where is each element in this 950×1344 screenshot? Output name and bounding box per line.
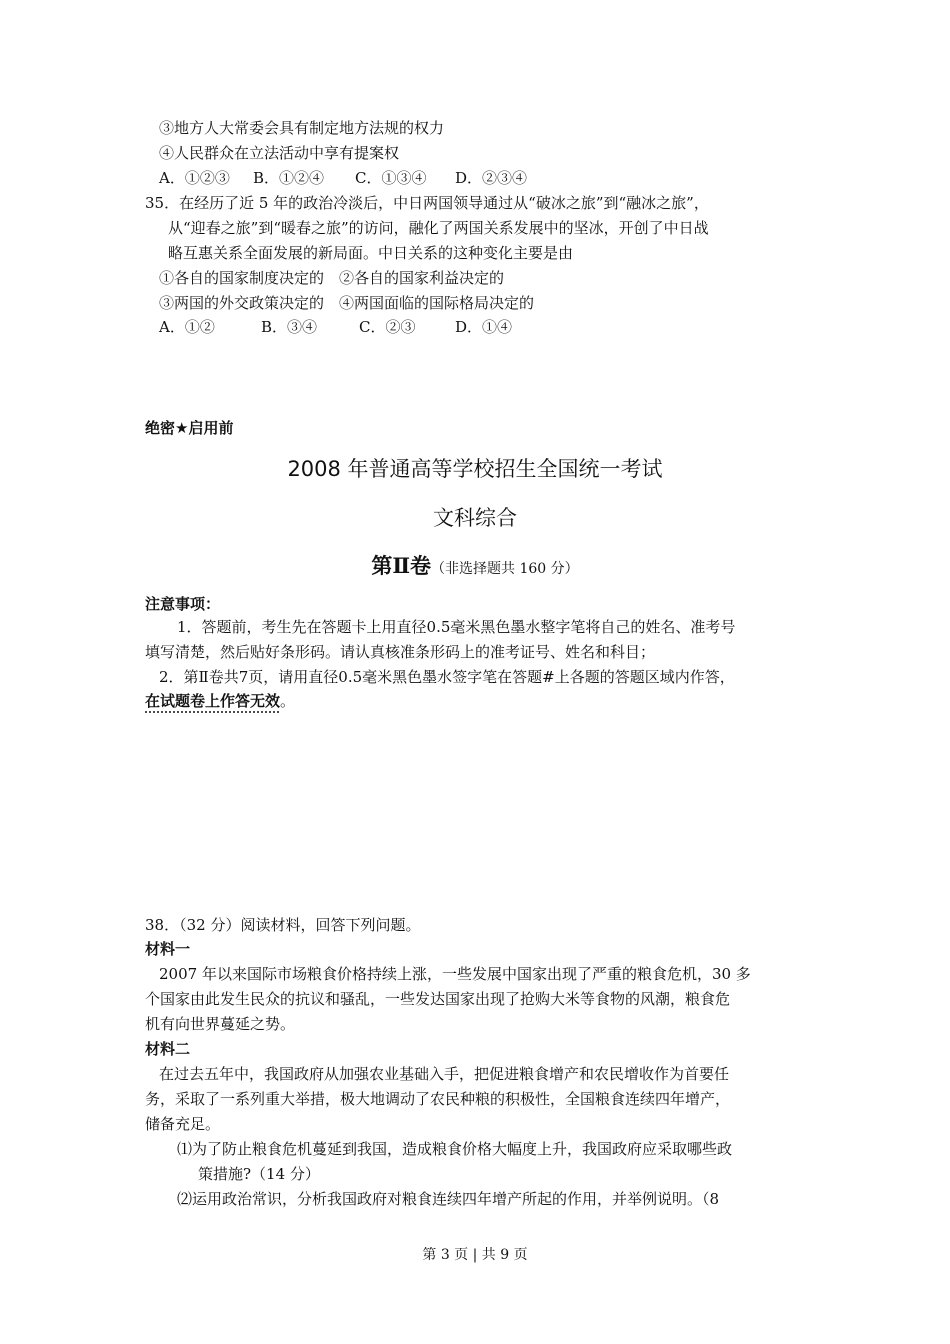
q38-intro: 38．（32 分）阅读材料，回答下列问题。: [145, 916, 421, 934]
q35-option-c: C．②③: [359, 318, 416, 336]
note-1-line-2: 填写清楚，然后贴好条形码。请认真核准条形码上的准考证号、姓名和科目；: [145, 643, 656, 661]
q34-option-d: D．②③④: [455, 169, 528, 187]
page-footer: 第 3 页 | 共 9 页: [422, 1247, 528, 1263]
material-2-line-1: 在过去五年中，我国政府从加强农业基础入手，把促进粮食增产和农民增收作为首要任: [159, 1065, 730, 1083]
exam-title: 2008 年普通高等学校招生全国统一考试: [287, 457, 663, 481]
q34-options: [159, 168, 527, 188]
sub-question-1-line-2: 策措施?（14 分）: [198, 1165, 320, 1183]
q35-options: [159, 317, 512, 337]
volume-note: （非选择题共 160 分）: [431, 561, 579, 577]
q35-statements-3-4: ③两国的外交政策决定的 ④两国面临的国际格局决定的: [159, 294, 535, 312]
material-1-line-3: 机有向世界蔓延之势。: [145, 1015, 296, 1033]
q35-statements-1-2: ①各自的国家制度决定的 ②各自的国家利益决定的: [159, 269, 505, 287]
material-2-line-3: 储备充足。: [145, 1115, 221, 1133]
q34-option-c: C．①③④: [355, 169, 427, 187]
sub-question-2-line-1: ⑵运用政治常识，分析我国政府对粮食连续四年增产所起的作用，并举例说明。（8: [177, 1190, 720, 1208]
volume-title: [0, 553, 950, 582]
confidential-mark: 绝密★启用前: [145, 419, 234, 437]
sub-question-1-line-1: ⑴为了防止粮食危机蔓延到我国，造成粮食价格大幅度上升，我国政府应采取哪些政: [177, 1140, 733, 1158]
q35-stem-line-1: 35．在经历了近 5 年的政治冷淡后，中日两国领导通过从“破冰之旅”到“融冰之旅”，: [145, 194, 709, 212]
material-2-line-2: 务，采取了一系列重大举措，极大地调动了农民种粮的积极性，全国粮食连续四年增产，: [145, 1090, 731, 1108]
note-2-period: 。: [280, 692, 296, 710]
material-2-heading: 材料二: [145, 1040, 191, 1058]
q35-stem-line-2: 从“迎春之旅”到“暖春之旅”的访问，融化了两国关系发展中的坚冰，开创了中日战: [168, 219, 709, 237]
note-2-line-2: [145, 691, 295, 711]
q34-statement-4: ④人民群众在立法活动中享有提案权: [159, 144, 400, 162]
q35-option-a: A．①②: [159, 318, 215, 336]
material-1-heading: 材料一: [145, 940, 191, 958]
material-1-line-1: 2007 年以来国际市场粮食价格持续上涨，一些发展中国家出现了严重的粮食危机，30 多: [159, 965, 751, 983]
material-1-line-2: 个国家由此发生民众的抗议和骚乱，一些发达国家出现了抢购大米等食物的风潮，粮食危: [145, 990, 731, 1008]
q34-option-b: B．①②④: [253, 169, 325, 187]
note-2-line-1: 2．第Ⅱ卷共7页，请用直径0.5毫米黑色墨水签字笔在答题#上各题的答题区域内作答，: [159, 668, 735, 686]
note-1-line-1: 1．答题前，考生先在答题卡上用直径0.5毫米黑色墨水整字笔将自己的姓名、准考号: [177, 618, 736, 636]
q35-option-d: D．①④: [455, 318, 513, 336]
volume-label: 第Ⅱ卷: [371, 553, 432, 578]
subject-title: 文科综合: [433, 506, 517, 530]
q34-statement-3: ③地方人大常委会具有制定地方法规的权力: [159, 119, 445, 137]
notes-heading: 注意事项：: [145, 595, 221, 613]
q35-stem-line-3: 略互惠关系全面发展的新局面。中日关系的这种变化主要是由: [168, 244, 574, 262]
q35-option-b: B．③④: [261, 318, 318, 336]
q34-option-a: A．①②③: [159, 169, 230, 187]
note-2-emphasis: 在试题卷上作答无效: [145, 692, 281, 710]
